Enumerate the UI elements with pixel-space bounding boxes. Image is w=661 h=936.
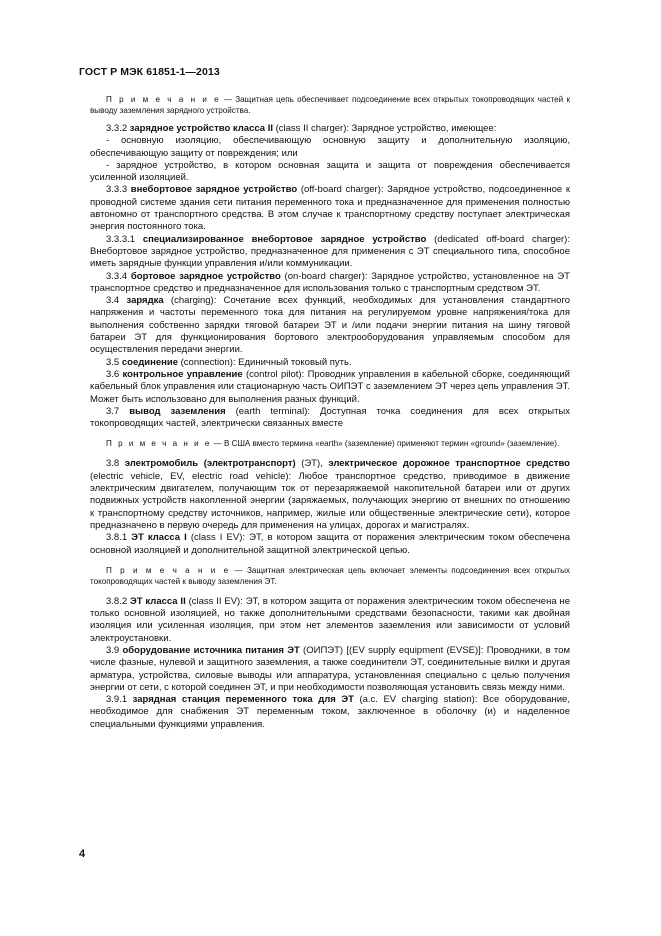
clause-3-3-2-item-2: - зарядное устройство, в котором основная защита и защита от повреждения обеспечивается усиленной изоляцией. xyxy=(90,159,570,184)
term-class-i-ev: ЭТ класса I xyxy=(131,532,187,544)
clause-3-8-1: 3.8.1 ЭТ класса I (class I EV): ЭТ, в котором защита от поражения электрическим током обеспечена основной изоляцией и дополнительной защитной электрической цепью. xyxy=(90,532,570,556)
term-charging: зарядка xyxy=(126,295,164,307)
note-label: П р и м е ч а н и е xyxy=(106,439,212,449)
clause-3-3-2: 3.3.2 зарядное устройство класса II (class II charger): Зарядное устройство, имеющее: xyxy=(106,123,497,134)
term-control-pilot: контрольное управление xyxy=(122,368,243,380)
clause-3-8-2: 3.8.2 ЭТ класса II (class II EV): ЭТ, в котором защита от поражения электрическим током обеспечена не только основной изоляцией, но также дополнительными средствами безопасности, такими как двойная изоляция или усиленная изоляция, при этом нет элементов заземления или зависимости от условий электроустановки. xyxy=(90,595,570,644)
term-electric-vehicle: электромобиль (электротранспорт) xyxy=(124,458,296,470)
clause-3-3-2-item-1: - основную изоляцию, обеспечивающую основную защиту и дополнительную изоляцию, обеспечивающую защиту от повреждения; или xyxy=(90,135,570,159)
clause-3-6: 3.6 контрольное управление (control pilot): Проводник управления в кабельной сборке, соединяющий кабельный блок управления или стационарную часть ОИПЭТ с заземлением ЭТ через цепь управления ЭТ. Может быть использовано для выполнения разных функций. xyxy=(90,368,570,405)
note-label: П р и м е ч а н и е xyxy=(106,95,221,104)
term-class-ii-charger: зарядное устройство класса II xyxy=(129,123,273,134)
clause-3-9: 3.9 оборудование источника питания ЭТ (ОИПЭТ) [(EV supply equipment (EVSE)]: Проводники, в том числе фазные, нулевой и защитного заземления, а также соединители ЭТ, соединительные вилки и другая арматура, устройства, силовые выводы или аппаратура, установленная специально с целью получения энергии от сети, с которой соединен ЭТ, и при необходимости позволяющая установить связь между ними. xyxy=(90,644,570,693)
term-dedicated-off-board-charger: специализированное внебортовое зарядное устройство xyxy=(142,233,427,245)
note-label: П р и м е ч а н и е xyxy=(106,565,231,575)
standard-header: ГОСТ Р МЭК 61851-1—2013 xyxy=(79,66,220,78)
term-ac-ev-charging-station: зарядная станция переменного тока для ЭТ xyxy=(132,694,354,706)
clause-3-3-3: 3.3.3 внебортовое зарядное устройство (off-board charger): Зарядное устройство, подсоединенное к проводной системе здания сети питания переменного тока и предназначенное для применения полностью автономно от транспортного средства. В этом случае к транспортному средству поступает электрическая энергия постоянного тока. xyxy=(90,184,570,233)
note-ground-term: П р и м е ч а н и е — В США вместо термина «earth» (заземление) применяют термин «ground» (заземление). xyxy=(106,439,560,449)
term-off-board-charger: внебортовое зарядное устройство xyxy=(130,184,298,196)
page-number: 4 xyxy=(79,848,86,860)
clause-3-4: 3.4 зарядка (charging): Сочетание всех функций, необходимых для установления стандартного напряжения и частоты переменного тока для питания на регулируемом уровне напряжения/тока для выполнения собственно зарядки тяговой батареи ЭТ и /или подачи энергии питания на шину тяговой батареи ЭТ для функционирования бортового электрооборудования управляемым способом для осуществления передачи энергии. xyxy=(90,295,570,356)
note-protective-electric-circuit: П р и м е ч а н и е — Защитная электрическая цепь включает элементы подсоединения всех открытых токопроводящих частей к выводу заземления ЭТ. xyxy=(90,565,570,586)
term-class-ii-ev: ЭТ класса II xyxy=(130,595,186,607)
clause-3-8: 3.8 электромобиль (электротранспорт) (ЭТ), электрическое дорожное транспортное средство (electric vehicle, EV, electric road vehicle): Любое транспортное средство, приводимое в движение электрическим двигателем, получающим ток от перезаряжаемой накопительной батареи или от других подвижных устройств накопленной энергии (заряжаемых, получающих энергию от внешних по отношению к транспортному средству источников, например, жилые или общественные электрические сети), которое предназначено в первую очередь для применения на улицах, дорогах и магистралях. xyxy=(90,458,570,531)
clause-3-9-1: 3.9.1 зарядная станция переменного тока для ЭТ (a.c. EV charging station): Все оборудование, необходимое для снабжения ЭТ переменным током, заключенное в оболочку (и) и наделенное специальными функциями управления. xyxy=(90,694,570,730)
term-earth-terminal: вывод заземления xyxy=(129,405,226,417)
clause-3-7: 3.7 вывод заземления (earth terminal): Доступная точка соединения для всех открытых токопроводящих частей, электрически связанных вместе xyxy=(90,405,571,430)
clause-3-3-4: 3.3.4 бортовое зарядное устройство (on-board charger): Зарядное устройство, установленное на ЭТ транспортное средство и предназначенное для использования только с транспортным средством ЭТ. xyxy=(90,270,570,294)
term-electric-road-vehicle: электрическое дорожное транспортное средство xyxy=(328,458,570,470)
clause-3-3-3-1: 3.3.3.1 специализированное внебортовое зарядное устройство (dedicated off-board charger): Внебортовое зарядное устройство, предназначенное для применения с ЭТ специального типа, способное иметь зарядные функции управления и/или коммуникации. xyxy=(90,233,570,270)
term-ev-supply-equipment: оборудование источника питания ЭТ xyxy=(122,644,300,656)
clause-3-5: 3.5 соединение (connection): Единичный токовый путь. xyxy=(106,356,352,368)
term-connection: соединение xyxy=(121,356,178,368)
note-protective-circuit: П р и м е ч а н и е — Защитная цепь обеспечивает подсоединение всех открытых токопроводящих частей к выводу заземления зарядного устройства. xyxy=(90,95,570,115)
term-on-board-charger: бортовое зарядное устройство xyxy=(130,270,281,282)
document-body xyxy=(90,94,570,731)
